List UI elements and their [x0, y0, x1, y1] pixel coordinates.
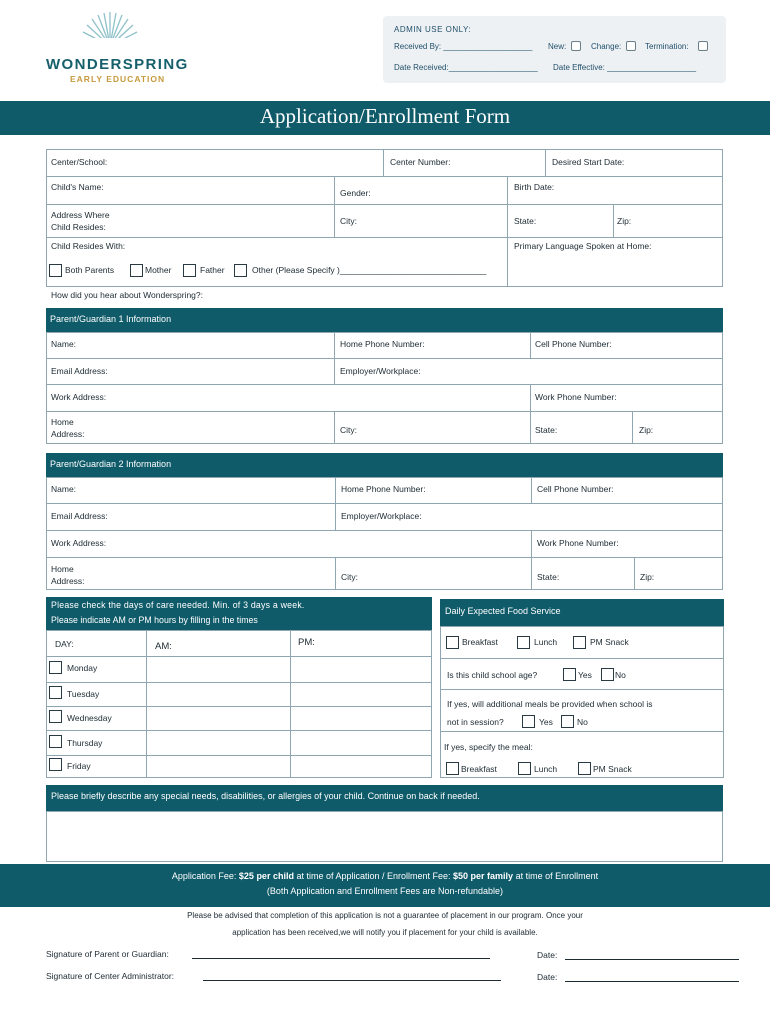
mother-checkbox[interactable]: [130, 264, 143, 277]
desired-start-date-field[interactable]: Desired Start Date:: [552, 157, 625, 167]
additional-no-label: No: [577, 717, 588, 727]
g1-state-field[interactable]: State:: [535, 425, 558, 435]
fee-line: [0, 871, 770, 881]
meal-lunch-checkbox[interactable]: [518, 762, 531, 775]
childs-name-field[interactable]: Child's Name:: [51, 182, 104, 192]
admin-change-checkbox[interactable]: [626, 41, 636, 51]
school-age-no-label: No: [615, 670, 626, 680]
g1-name-field[interactable]: Name:: [51, 339, 77, 349]
additional-yes-checkbox[interactable]: [522, 715, 535, 728]
admin-date-label: Date:: [537, 972, 558, 982]
father-checkbox[interactable]: [183, 264, 196, 277]
g1-cell-phone-field[interactable]: Cell Phone Number:: [535, 339, 612, 349]
am-column-header: AM:: [155, 641, 172, 652]
fee-post: at time of Enrollment: [513, 871, 599, 881]
pm-column-header: PM:: [298, 637, 315, 648]
care-header: [46, 597, 432, 630]
admin-new-label: New:: [548, 42, 567, 51]
center-number-field[interactable]: Center Number:: [390, 157, 451, 167]
additional-meals-line1: If yes, will additional meals be provided when school is: [447, 699, 653, 709]
meal-lunch-label: Lunch: [534, 764, 558, 774]
parent-signature-label: Signature of Parent or Guardian:: [46, 949, 169, 959]
thursday-checkbox[interactable]: [49, 735, 62, 748]
guardian1-header: Parent/Guardian 1 Information: [46, 308, 723, 332]
g1-work-address-field[interactable]: Work Address:: [51, 392, 107, 402]
g2-zip-field[interactable]: Zip:: [640, 572, 655, 582]
g2-city-field[interactable]: City:: [341, 572, 358, 582]
both-parents-checkbox[interactable]: [49, 264, 62, 277]
g1-home-address-field[interactable]: Address:: [51, 429, 85, 439]
admin-date-line[interactable]: [565, 981, 739, 982]
g2-home-phone-field[interactable]: Home Phone Number:: [341, 484, 426, 494]
day-label-tuesday: Tuesday: [67, 689, 100, 699]
child-zip-field[interactable]: Zip:: [617, 216, 632, 226]
meal-breakfast-label: Breakfast: [461, 764, 497, 774]
admin-received-by[interactable]: Received By: ____________________: [394, 42, 533, 51]
food-breakfast-checkbox[interactable]: [446, 636, 459, 649]
day-label-monday: Monday: [67, 663, 98, 673]
advisory-line2: application has been received,we will notify you if placement for your child is available.: [232, 928, 538, 937]
school-age-question: Is this child school age?: [447, 670, 538, 680]
logo-subtitle: EARLY EDUCATION: [70, 74, 166, 84]
parent-signature-line[interactable]: [192, 958, 490, 959]
g2-name-field[interactable]: Name:: [51, 484, 77, 494]
meal-pm-snack-checkbox[interactable]: [578, 762, 591, 775]
school-age-yes-checkbox[interactable]: [563, 668, 576, 681]
g1-employer-field[interactable]: Employer/Workplace:: [340, 366, 421, 376]
g1-work-phone-field[interactable]: Work Phone Number:: [535, 392, 617, 402]
g1-home-phone-field[interactable]: Home Phone Number:: [340, 339, 425, 349]
specify-meal-label: If yes, specify the meal:: [444, 742, 533, 752]
admin-date-received[interactable]: Date Received:____________________: [394, 63, 538, 72]
other-specify-field[interactable]: Other (Please Specify )_______________________________: [252, 265, 487, 275]
admin-date-effective[interactable]: Date Effective: ____________________: [553, 63, 697, 72]
g1-zip-field[interactable]: Zip:: [639, 425, 654, 435]
other-checkbox[interactable]: [234, 264, 247, 277]
school-age-yes-label: Yes: [578, 670, 592, 680]
primary-language-field[interactable]: Primary Language Spoken at Home:: [514, 241, 652, 251]
g1-email-field[interactable]: Email Address:: [51, 366, 108, 376]
address-label-line2[interactable]: Child Resides:: [51, 222, 106, 232]
admin-termination-label: Termination:: [645, 42, 689, 51]
meal-pm-snack-label: PM Snack: [593, 764, 632, 774]
food-header: Daily Expected Food Service: [440, 599, 724, 626]
g1-home-label1: Home: [51, 417, 74, 427]
friday-checkbox[interactable]: [49, 758, 62, 771]
school-age-no-checkbox[interactable]: [601, 668, 614, 681]
g2-email-field[interactable]: Email Address:: [51, 511, 108, 521]
address-label-line1: Address Where: [51, 210, 110, 220]
day-label-wednesday: Wednesday: [67, 713, 112, 723]
g2-cell-phone-field[interactable]: Cell Phone Number:: [537, 484, 614, 494]
meal-breakfast-checkbox[interactable]: [446, 762, 459, 775]
additional-meals-line2: not in session?: [447, 717, 504, 727]
child-city-field[interactable]: City:: [340, 216, 357, 226]
care-header-line2: Please indicate AM or PM hours by filling in the times: [51, 615, 258, 625]
how-hear-field[interactable]: How did you hear about Wonderspring?:: [51, 290, 203, 300]
admin-signature-line[interactable]: [203, 980, 501, 981]
food-lunch-label: Lunch: [534, 637, 558, 647]
advisory-line1: Please be advised that completion of this application is not a guarantee of placement in our program. Once your: [187, 911, 583, 920]
fee-enrollment-amount: $50 per family: [453, 871, 514, 881]
g2-work-address-field[interactable]: Work Address:: [51, 538, 107, 548]
logo-sunburst-icon: [78, 8, 142, 48]
birth-date-field[interactable]: Birth Date:: [514, 182, 555, 192]
tuesday-checkbox[interactable]: [49, 686, 62, 699]
fee-application-amount: $25 per child: [238, 871, 294, 881]
day-label-thursday: Thursday: [67, 738, 103, 748]
monday-checkbox[interactable]: [49, 661, 62, 674]
admin-signature-label: Signature of Center Administrator:: [46, 971, 175, 981]
form-title: Application/Enrollment Form: [259, 104, 511, 128]
admin-termination-checkbox[interactable]: [698, 41, 708, 51]
fee-note: (Both Application and Enrollment Fees are Non-refundable): [266, 886, 504, 896]
food-pm-snack-checkbox[interactable]: [573, 636, 586, 649]
logo-wordmark: WONDERSPRING: [46, 56, 189, 73]
day-column-header: DAY:: [55, 639, 74, 649]
both-parents-label: Both Parents: [65, 265, 115, 275]
guardian2-header: Parent/Guardian 2 Information: [46, 453, 723, 477]
center-school-field[interactable]: Center/School:: [51, 157, 108, 167]
child-state-field[interactable]: State:: [514, 216, 537, 226]
fee-pre: Application Fee:: [171, 871, 239, 881]
parent-date-line[interactable]: [565, 959, 739, 960]
admin-use-box: [383, 16, 726, 83]
additional-yes-label: Yes: [539, 717, 553, 727]
admin-change-label: Change:: [591, 42, 622, 51]
fee-band: [0, 864, 770, 907]
g2-home-label1: Home: [51, 564, 74, 574]
admin-new-checkbox[interactable]: [571, 41, 581, 51]
food-lunch-checkbox[interactable]: [517, 636, 530, 649]
father-label: Father: [200, 265, 225, 275]
g2-work-phone-field[interactable]: Work Phone Number:: [537, 538, 619, 548]
special-needs-textarea[interactable]: [46, 811, 723, 862]
g2-state-field[interactable]: State:: [537, 572, 560, 582]
parent-date-label: Date:: [537, 950, 558, 960]
care-header-line1: Please check the days of care needed. Min. of 3 days a week.: [51, 600, 305, 610]
g2-employer-field[interactable]: Employer/Workplace:: [341, 511, 422, 521]
wednesday-checkbox[interactable]: [49, 710, 62, 723]
food-pm-snack-label: PM Snack: [590, 637, 629, 647]
special-needs-header: Please briefly describe any special needs, disabilities, or allergies of your child. Continue on back if needed.: [46, 785, 723, 811]
g1-city-field[interactable]: City:: [340, 425, 357, 435]
gender-field[interactable]: Gender:: [340, 188, 371, 198]
resides-with-label: Child Resides With:: [51, 241, 126, 251]
mother-label: Mother: [145, 265, 172, 275]
food-breakfast-label: Breakfast: [462, 637, 498, 647]
admin-title: ADMIN USE ONLY:: [394, 25, 472, 34]
g2-home-address-field[interactable]: Address:: [51, 576, 85, 586]
additional-no-checkbox[interactable]: [561, 715, 574, 728]
fee-mid: at time of Application / Enrollment Fee:: [293, 871, 454, 881]
day-label-friday: Friday: [67, 761, 91, 771]
